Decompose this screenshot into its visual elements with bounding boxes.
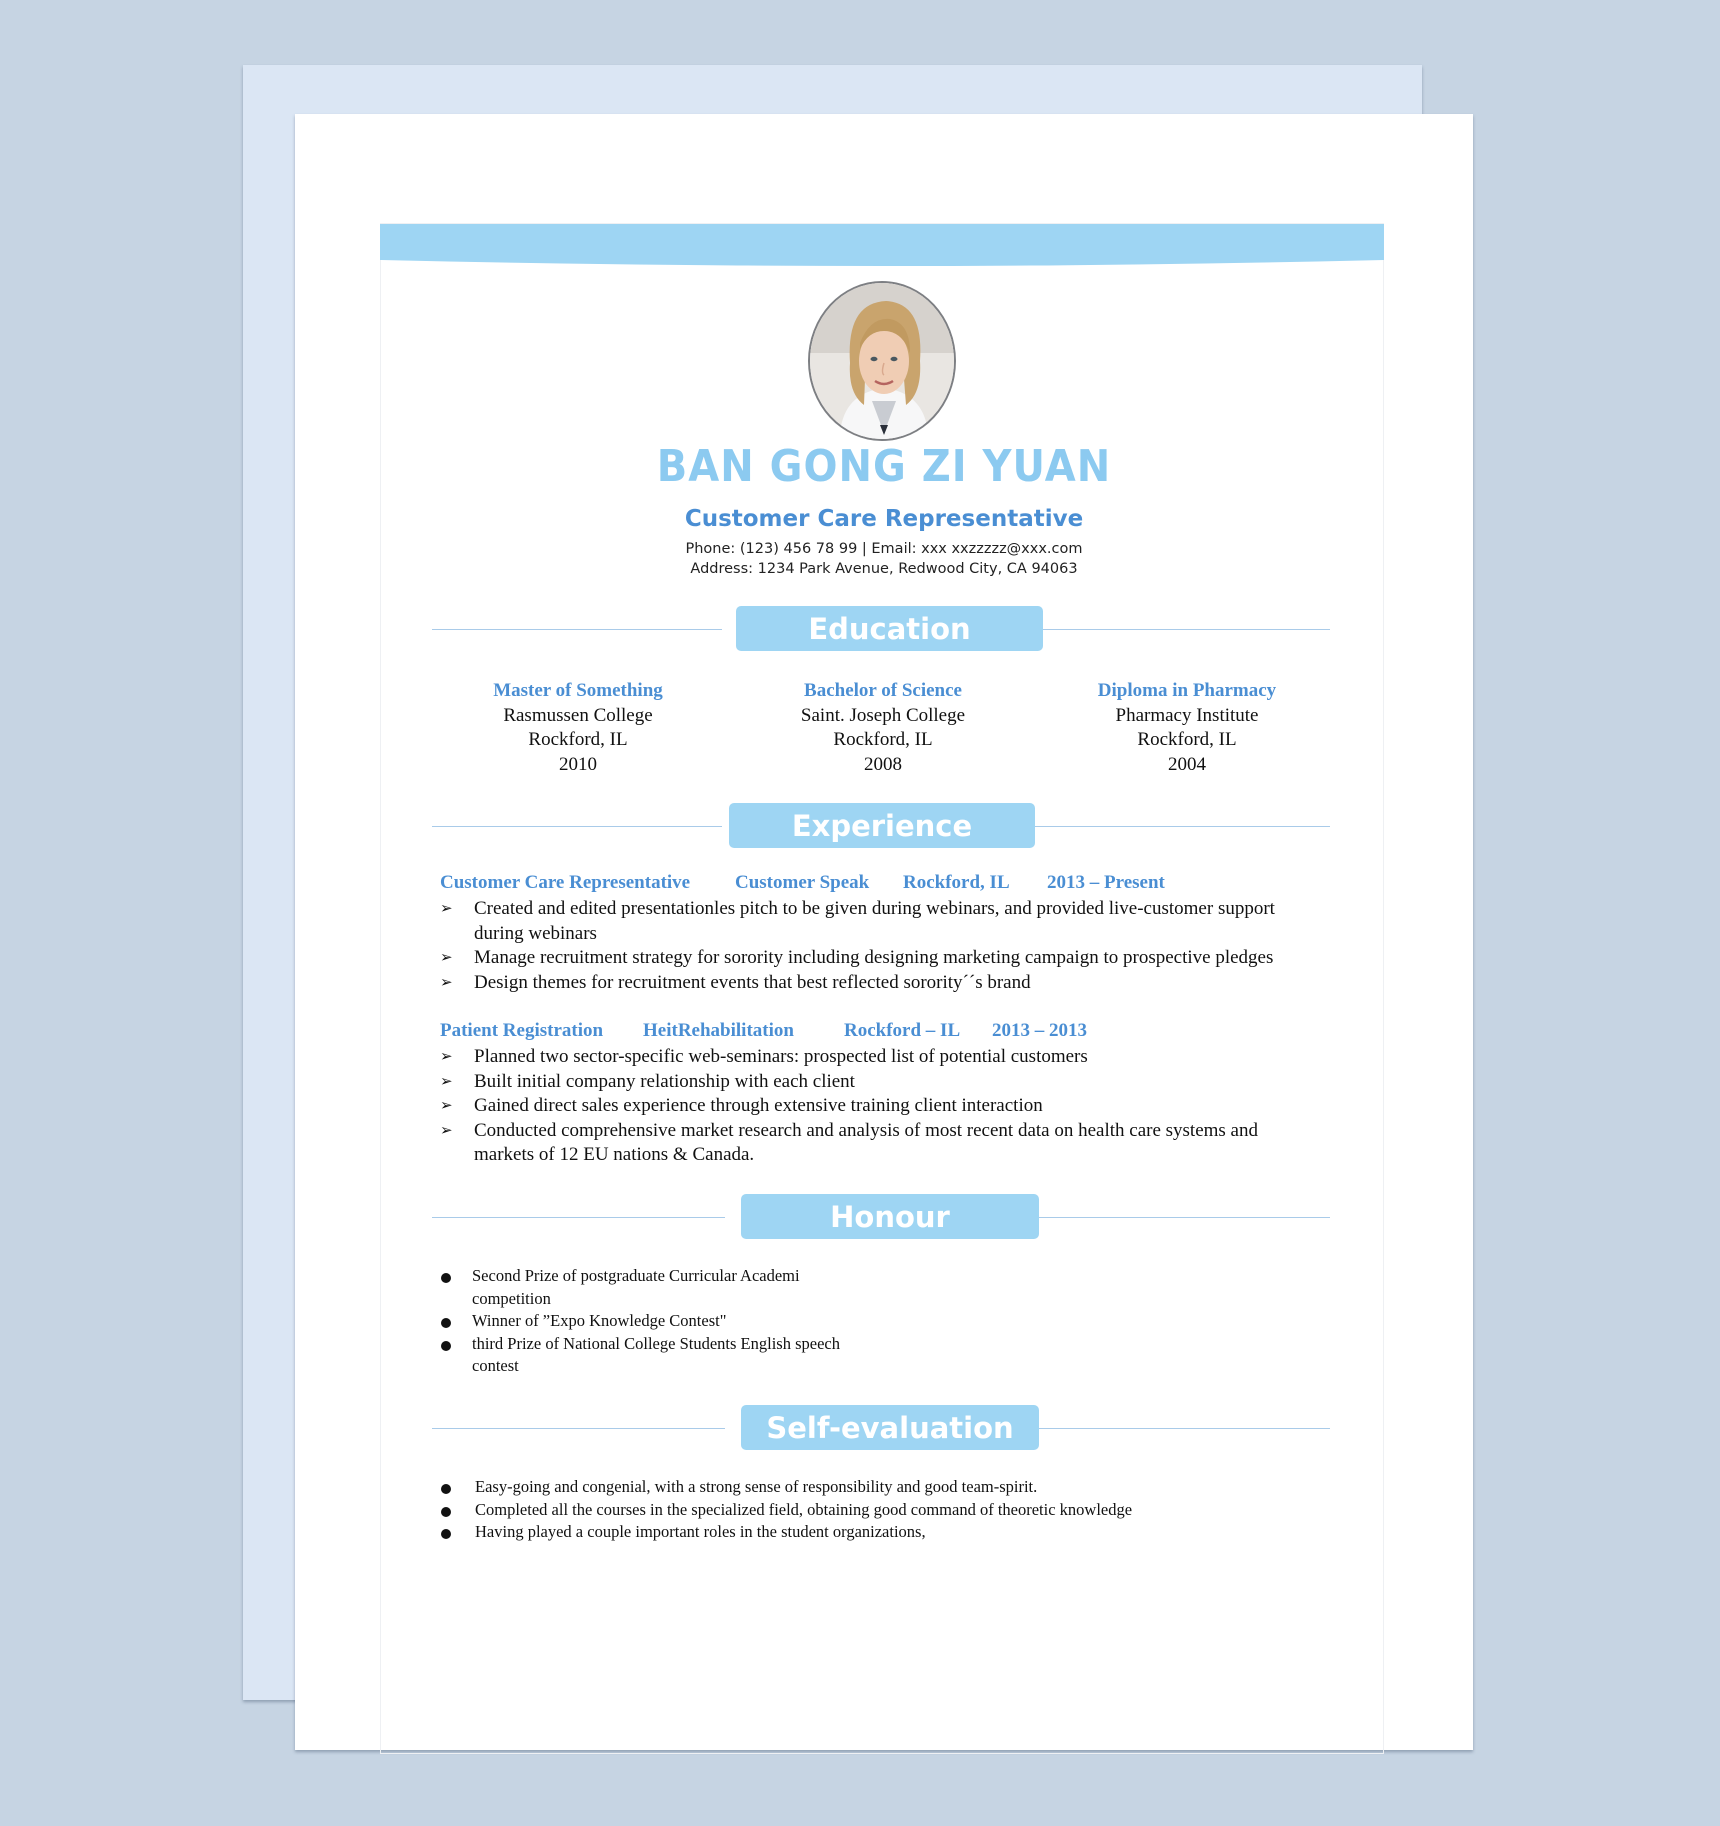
education-degree: Diploma in Pharmacy: [1097, 680, 1277, 701]
education-school: Saint. Joseph College: [800, 704, 966, 726]
job-period: 2013 – 2013: [992, 1020, 1087, 1041]
job-company: Customer Speak: [735, 872, 870, 893]
divider-line: [1038, 1428, 1330, 1429]
candidate-name: BAN GONG ZI YUAN: [656, 442, 1112, 492]
section-header-self-evaluation: Self-evaluation: [741, 1405, 1039, 1450]
resume-page: [295, 114, 1473, 1750]
job-company: HeitRehabilitation: [643, 1020, 794, 1041]
list-item: Second Prize of postgraduate Curricular Academi competition: [440, 1265, 860, 1310]
honours-list: [440, 1265, 860, 1378]
education-year: 2004: [1168, 753, 1206, 775]
job-title: Patient Registration: [440, 1020, 604, 1041]
education-item: [753, 679, 1013, 777]
section-header-honour: Honour: [741, 1194, 1039, 1239]
list-item: Completed all the courses in the specialized field, obtaining good command of theoretic knowledge: [440, 1499, 1300, 1522]
list-item: third Prize of National College Students English speech contest: [440, 1333, 860, 1378]
list-item: ➢ Planned two sector-specific web-seminars: prospected list of potential customers: [440, 1045, 1300, 1070]
list-item: ➢ Gained direct sales experience through extensive training client interaction: [440, 1094, 1300, 1119]
list-item: ➢ Created and edited presentationles pitch to be given during webinars, and provided live-customer support during webinars: [440, 897, 1300, 946]
job-period: 2013 – Present: [1047, 872, 1165, 893]
divider-line: [432, 1428, 725, 1429]
education-year: 2008: [864, 753, 902, 775]
education-school: Pharmacy Institute: [1115, 704, 1259, 726]
education-degree: Bachelor of Science: [804, 680, 962, 701]
list-item: Easy-going and congenial, with a strong sense of responsibility and good team-spirit.: [440, 1476, 1300, 1499]
job-duties-list: [440, 1045, 1300, 1168]
contact-address: Address: 1234 Park Avenue, Redwood City, CA 94063: [690, 561, 1078, 577]
education-year: 2010: [559, 753, 597, 775]
education-location: Rockford, IL: [1137, 729, 1237, 750]
list-item: Winner of ”Expo Knowledge Contest": [440, 1310, 860, 1333]
divider-line: [1038, 1217, 1330, 1218]
education-item: [448, 679, 708, 777]
divider-line: [432, 1217, 725, 1218]
section-header-education: Education: [736, 606, 1043, 651]
contact-phone-email: Phone: (123) 456 78 99 | Email: xxx xxzzzzz@xxx.com: [685, 541, 1083, 557]
candidate-job-title: Customer Care Representative: [684, 506, 1084, 532]
list-item: Having played a couple important roles in the student organizations,: [440, 1521, 1300, 1544]
self-evaluation-list: [440, 1476, 1300, 1544]
header-banner: [380, 224, 1384, 270]
education-location: Rockford, IL: [528, 729, 628, 750]
divider-line: [432, 629, 722, 630]
list-item: ➢ Built initial company relationship with each client: [440, 1070, 1300, 1095]
divider-line: [1042, 629, 1330, 630]
education-school: Rasmussen College: [503, 704, 653, 726]
job-location: Rockford – IL: [844, 1020, 961, 1041]
divider-line: [1034, 826, 1330, 827]
job-location: Rockford, IL: [903, 872, 1010, 893]
education-location: Rockford, IL: [833, 729, 933, 750]
job-title: Customer Care Representative: [440, 872, 691, 893]
list-item: ➢ Manage recruitment strategy for sorority including designing marketing campaign to prospective pledges: [440, 946, 1300, 971]
section-header-experience: Experience: [729, 803, 1035, 848]
divider-line: [432, 826, 722, 827]
education-item: [1057, 679, 1317, 777]
list-item: ➢ Conducted comprehensive market research and analysis of most recent data on health care systems and markets of 12 EU nations & Canada.: [440, 1119, 1300, 1168]
profile-photo: [808, 281, 956, 441]
education-degree: Master of Something: [493, 680, 663, 701]
list-item: ➢ Design themes for recruitment events that best reflected sorority´´s brand: [440, 971, 1300, 996]
job-duties-list: [440, 897, 1300, 995]
